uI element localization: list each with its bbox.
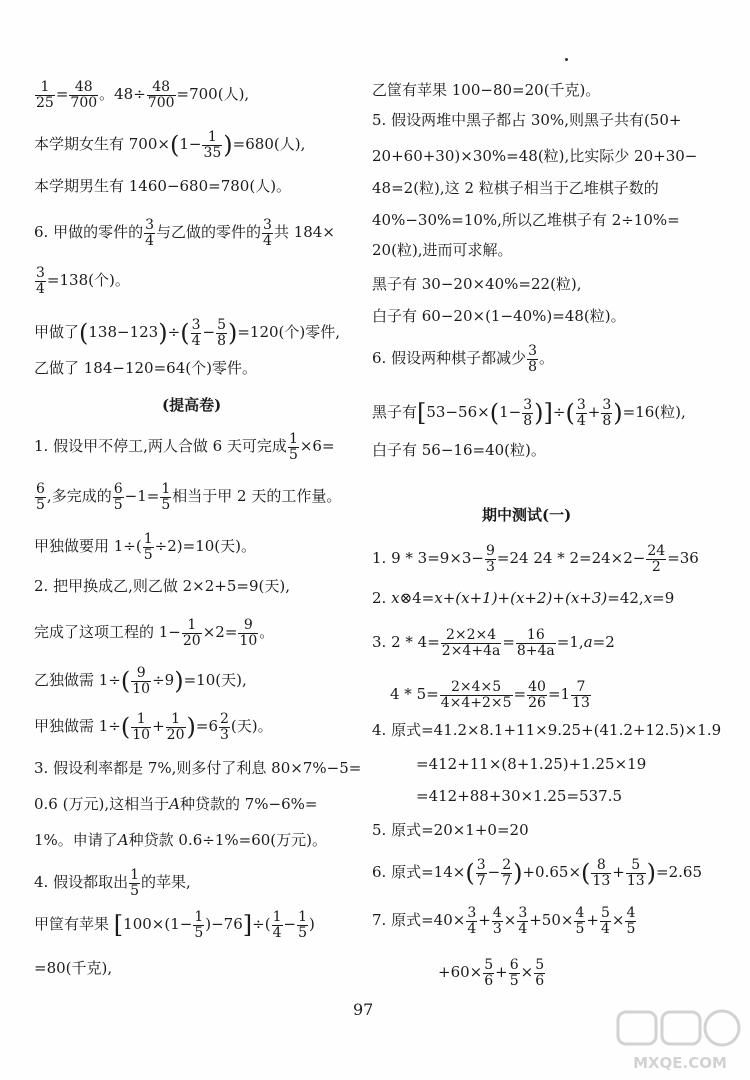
fraction: $\frac{2}{7}$ <box>502 857 512 889</box>
fraction: $\frac{2\times 4\times 5}{4\times 4+2\times 5}$ <box>440 679 512 711</box>
answer-3-line-1: 3. 2 * 4= $\frac{2\times 2\times 4}{2\times 4+4a}$ = $\frac{16}{8+4a}$ =1,a=2 <box>372 627 615 659</box>
fraction: $\frac{1}{5}$ <box>143 531 153 563</box>
problem-6-line-2: $\frac{3}{4}$ =138(个)。 <box>36 265 130 297</box>
problem-5-line-4: 40%−30%=10%,所以乙堆棋子有 2÷10%= <box>372 211 680 229</box>
fraction: $\frac{4}{5}$ <box>575 905 585 937</box>
fraction: $\frac{3}{4}$ <box>518 905 528 937</box>
answer-1: 1. 9 * 3=9×3− $\frac{9}{3}$ =24 24 * 2=24×2− $\frac{24}{2}$ =36 <box>372 543 699 575</box>
problem-5-line-5: 20(粒),进而可求解。 <box>372 241 513 259</box>
fraction: $\frac{3}{4}$ <box>467 905 477 937</box>
fraction: $\frac{1}{5}$ <box>298 909 307 941</box>
fraction: $\frac{7}{13}$ <box>572 679 590 711</box>
fraction: $\frac{1}{4}$ <box>272 909 282 941</box>
fraction: $\frac{3}{4}$ <box>145 217 155 249</box>
fraction: $\frac{4}{3}$ <box>492 905 502 937</box>
fraction: $\frac{5}{8}$ <box>217 317 226 349</box>
problem-1-line-2: $\frac{6}{5}$ ,多完成的 $\frac{6}{5}$ −1= $\frac{1}{5}$ 相当于甲 2 天的工作量。 <box>36 481 342 513</box>
watermark-text: MXQE.COM <box>633 1054 727 1072</box>
problem-2-line-4: 甲独做需 1÷( $\frac{1}{10}$ + $\frac{1}{20}$ )=6 $\frac{2}{3}$ (天)。 <box>34 711 273 743</box>
problem-3-line-2: 0.6 (万元),这相当于A种贷款的 7%−6%= <box>34 795 318 813</box>
problem-6-line-3: 甲做了(138−123)÷( $\frac{3}{4}$ − $\frac{5}{8}$ )=120(个)零件, <box>34 317 341 349</box>
fraction: $\frac{3}{4}$ <box>36 265 45 297</box>
problem-5-line-6: 黑子有 30−20×40%=22(粒), <box>372 275 582 293</box>
fraction: $\frac{1}{5}$ <box>130 867 140 899</box>
answer-4-line-3: =412+88+30×1.25=537.5 <box>416 787 622 805</box>
problem-5-line-1: 5. 假设两堆中黑子都占 30%,则黑子共有(50+ <box>372 111 682 129</box>
answer-4-line-1: 4. 原式=41.2×8.1+11×9.25+(41.2+12.5)×1.9 <box>372 721 722 739</box>
problem-6-right-line-3: 白子有 56−16=40(粒)。 <box>372 441 546 459</box>
fraction: $\frac{6}{5}$ <box>36 481 45 513</box>
problem-6-right-line-2: 黑子有[53−56×(1− $\frac{3}{8}$ )]÷( $\frac{3}{4}$ + $\frac{3}{8}$ )=16(粒), <box>372 397 686 429</box>
problem-3-line-1: 3. 假设利率都是 7%,则多付了利息 80×7%−5= <box>34 759 362 777</box>
fraction: $\frac{1}{20}$ <box>182 617 201 649</box>
problem-2-line-3: 乙独做需 1÷( $\frac{9}{10}$ ÷9)=10(天), <box>34 665 247 697</box>
section-heading-advanced: (提高卷) <box>162 396 222 414</box>
problem-3-line-3: 1%。申请了A种贷款 0.6÷1%=60(万元)。 <box>34 831 327 849</box>
page-number: 97 <box>353 1000 374 1019</box>
left-line-1: $\frac{1}{25}$ = $\frac{48}{700}$ 。48÷ $\frac{48}{700}$ =700(人), <box>36 79 250 111</box>
fraction: $\frac{48}{700}$ <box>147 79 175 111</box>
answer-2: 2. x⊗4=x+(x+1)+(x+2)+(x+3)=42,x=9 <box>372 589 675 607</box>
problem-6-line-1: 6. 甲做的零件的 $\frac{3}{4}$ 与乙做的零件的 $\frac{3}{4}$ 共 184× <box>34 217 335 249</box>
answer-4-line-2: =412+11×(8+1.25)+1.25×19 <box>416 755 647 773</box>
fraction: $\frac{2}{3}$ <box>220 711 229 743</box>
problem-6-right-line-1: 6. 假设两种棋子都减少 $\frac{3}{8}$ 。 <box>372 343 555 375</box>
fraction: $\frac{9}{3}$ <box>486 543 495 575</box>
problem-5-line-7: 白子有 60−20×(1−40%)=48(粒)。 <box>372 307 626 325</box>
fraction: $\frac{1}{5}$ <box>194 909 204 941</box>
fraction: $\frac{3}{4}$ <box>191 317 201 349</box>
problem-4-line-2: 甲筐有苹果 [100×(1− $\frac{1}{5}$ )−76]÷( $\frac{1}{4}$ − $\frac{1}{5}$ ) <box>34 909 315 941</box>
fraction: $\frac{6}{5}$ <box>113 481 123 513</box>
fraction: $\frac{6}{5}$ <box>509 957 519 989</box>
answer-7-line-1: 7. 原式=40× $\frac{3}{4}$ + $\frac{4}{3}$ × $\frac{3}{4}$ +50× $\frac{4}{5}$ + $\frac{5}{4}$ × $\frac{4}{5}$ <box>372 905 636 937</box>
left-line-3: 本学期男生有 1460−680=780(人)。 <box>34 177 292 195</box>
fraction: $\frac{3}{7}$ <box>476 857 486 889</box>
right-line-0: 乙筐有苹果 100−80=20(千克)。 <box>372 81 601 99</box>
fraction: $\frac{3}{4}$ <box>263 217 272 249</box>
answer-3-line-2: 4 * 5= $\frac{2\times 4\times 5}{4\times 4+2\times 5}$ = $\frac{40}{26}$ =1 $\frac{7}{13}$ <box>390 679 590 711</box>
fraction: $\frac{16}{8+4a}$ <box>516 627 555 659</box>
fraction: $\frac{1}{20}$ <box>166 711 185 743</box>
fraction: $\frac{40}{26}$ <box>528 679 546 711</box>
fraction: $\frac{5}{6}$ <box>535 957 545 989</box>
stray-dot <box>565 58 568 61</box>
fraction: $\frac{5}{6}$ <box>484 957 494 989</box>
fraction: $\frac{1}{35}$ <box>203 129 222 161</box>
problem-2-line-1: 2. 把甲换成乙,则乙做 2×2+5=9(天), <box>34 577 290 595</box>
fraction: $\frac{24}{2}$ <box>647 543 666 575</box>
left-line-2: 本学期女生有 700×(1− $\frac{1}{35}$ )=680(人), <box>34 129 306 161</box>
fraction: $\frac{3}{8}$ <box>602 397 612 429</box>
watermark-logo <box>616 1008 744 1074</box>
answer-5: 5. 原式=20×1+0=20 <box>372 821 529 839</box>
fraction: $\frac{48}{700}$ <box>70 79 98 111</box>
answer-6: 6. 原式=14×( $\frac{3}{7}$ − $\frac{2}{7}$ )+0.65×( $\frac{8}{13}$ + $\frac{5}{13}$ )=2.65 <box>372 857 702 889</box>
problem-1-line-3: 甲独做要用 1÷( $\frac{1}{5}$ ÷2)=10(天)。 <box>34 531 256 563</box>
fraction: $\frac{9}{10}$ <box>132 665 151 697</box>
problem-4-line-1: 4. 假设都取出 $\frac{1}{5}$ 的苹果, <box>34 867 191 899</box>
fraction: $\frac{2\times 2\times 4}{2\times 4+4a}$ <box>441 627 501 659</box>
answer-7-line-2: +60× $\frac{5}{6}$ + $\frac{6}{5}$ × $\frac{5}{6}$ <box>438 957 545 989</box>
problem-2-line-2: 完成了这项工程的 1− $\frac{1}{20}$ ×2= $\frac{9}{10}$ 。 <box>34 617 275 649</box>
fraction: $\frac{1}{25}$ <box>36 79 54 111</box>
fraction: $\frac{3}{8}$ <box>523 397 533 429</box>
section-heading-midterm: 期中测试(一) <box>482 506 572 524</box>
problem-5-line-3: 48=2(粒),这 2 粒棋子相当于乙堆棋子数的 <box>372 179 659 197</box>
fraction: $\frac{3}{4}$ <box>576 397 586 429</box>
fraction: $\frac{9}{10}$ <box>239 617 258 649</box>
problem-5-line-2: 20+60+30)×30%=48(粒),比实际少 20+30− <box>372 147 698 165</box>
fraction: $\frac{1}{10}$ <box>132 711 151 743</box>
fraction: $\frac{1}{5}$ <box>161 481 171 513</box>
fraction: $\frac{4}{5}$ <box>626 905 636 937</box>
fraction: $\frac{1}{5}$ <box>288 431 298 463</box>
problem-6-line-4: 乙做了 184−120=64(个)零件。 <box>34 359 257 377</box>
fraction: $\frac{5}{4}$ <box>600 905 610 937</box>
fraction: $\frac{5}{13}$ <box>626 857 645 889</box>
problem-4-line-3: =80(千克), <box>34 959 113 977</box>
fraction: $\frac{3}{8}$ <box>528 343 538 375</box>
fraction: $\frac{8}{13}$ <box>592 857 611 889</box>
problem-1-line-1: 1. 假设甲不停工,两人合做 6 天可完成 $\frac{1}{5}$ ×6= <box>34 431 335 463</box>
